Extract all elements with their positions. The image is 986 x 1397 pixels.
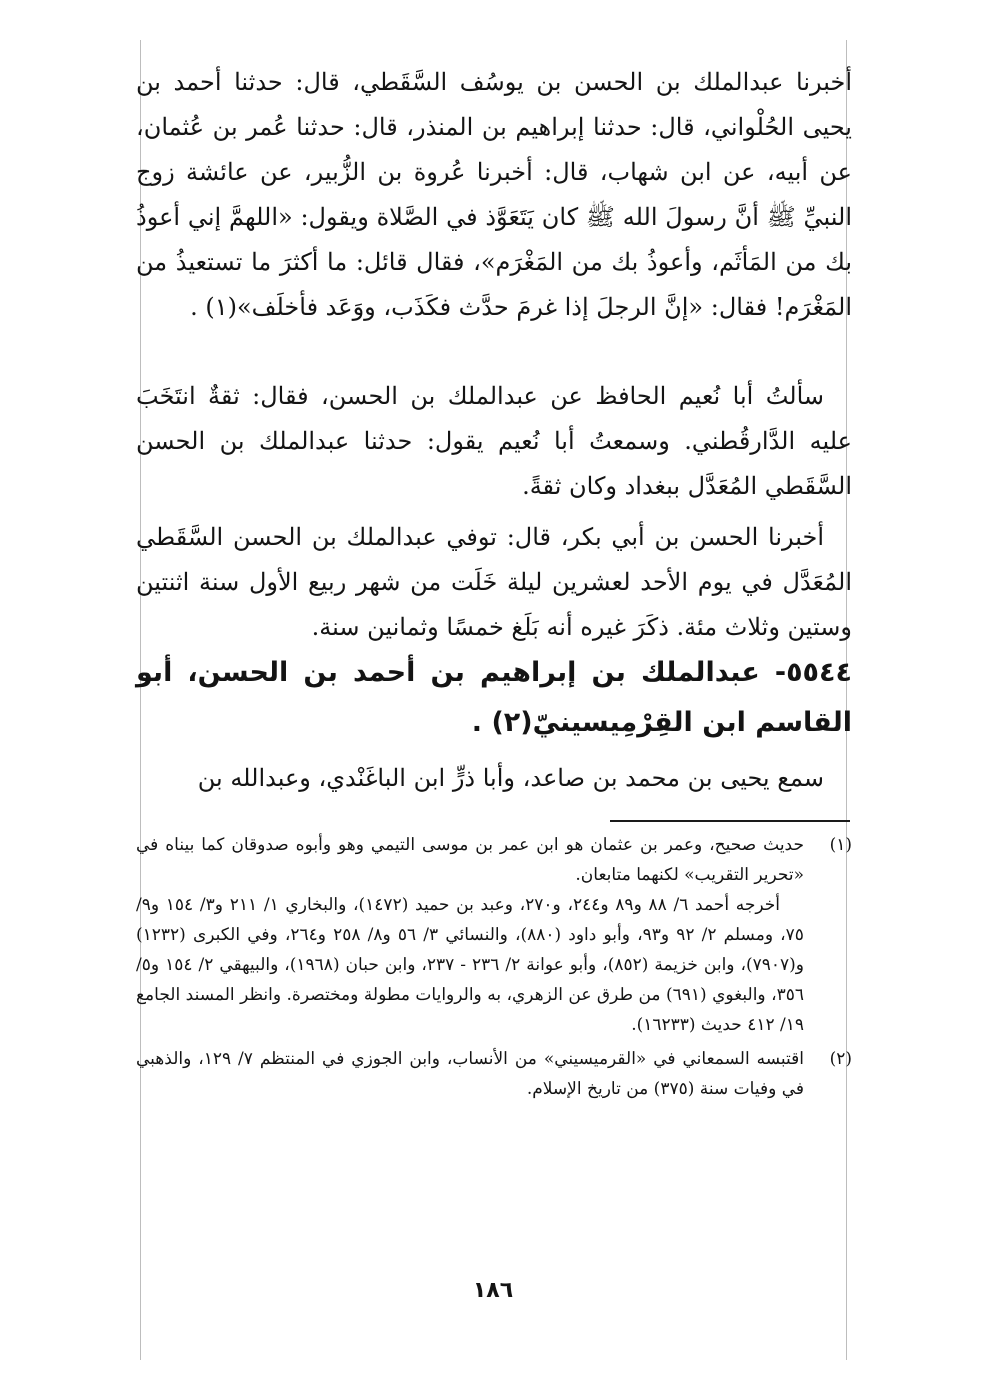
footnote-marker: (٢) <box>829 1049 852 1069</box>
footnote-1 <box>136 830 852 1040</box>
entry-heading: ٥٥٤٤- عبدالملك بن إبراهيم بن أحمد بن الحسن، أبو القاسم ابن القِرْمِيسينيّ(٢) . <box>136 657 852 738</box>
footnote-body <box>136 830 804 1040</box>
footnote-body <box>136 1044 804 1104</box>
footnote-marker: (١) <box>829 835 852 855</box>
page-number: ١٨٦ <box>472 1278 514 1303</box>
footnote-separator <box>610 820 850 822</box>
footnote-paragraph: حديث صحيح، وعمر بن عثمان هو ابن عمر بن موسى التيمي وهو وأبوه صدوقان كما بيناه في «تحرير التقريب» لكنهما متابعان. <box>136 835 804 885</box>
narration-paragraph-3: أخبرنا الحسن بن أبي بكر، قال: توفي عبدالملك بن الحسن السَّقَطي المُعَدَّل في يوم الأحد لعشرين ليلة خَلَت من شهر ربيع الأول سنة اثنتين وستين وثلاث مئة. ذكَرَ غيره أنه بَلَغ خمسًا وثمانين سنة. <box>136 523 852 641</box>
narration-paragraph-1: أخبرنا عبدالملك بن الحسن بن يوسُف السَّقَطي، قال: حدثنا أحمد بن يحيى الحُلْواني، قال: حدثنا إبراهيم بن المنذر، قال: حدثنا عُمر بن عُثمان، عن أبيه، عن ابن شهاب، قال: أخبرنا عُروة بن الزُّبير، عن عائشة زوج النبيِّ ﷺ أنَّ رسولَ الله ﷺ كان يَتَعَوَّذ في الصَّلاة ويقول: «اللهمَّ إني أعوذُ بك من المَأثَم، وأعوذُ بك من المَغْرَم»، فقال قائل: ما أكثرَ ما تستعيذُ من المَغْرَم! فقال: «إنَّ الرجلَ إذا غرمَ حدَّث فكَذَب، ووَعَد فأخلَف»(١) . <box>136 68 852 321</box>
entry-text: سمع يحيى بن محمد بن صاعد، وأبا ذرٍّ ابن الباغَنْدي، وعبدالله بن <box>197 764 824 792</box>
footnote-2 <box>136 1044 852 1104</box>
footnote-paragraph: أخرجه أحمد ٦/ ٨٨ و٨٩ و٢٤٤، و٢٧٠، وعبد بن حميد (١٤٧٢)، والبخاري ١/ ٢١١ و٣/ ١٥٤ و٩/ ٧٥، ومسلم ٢/ ٩٢ و٩٣، وأبو داود (٨٨٠)، والنسائي ٣/ ٥٦ و٨/ ٢٥٨ و٢٦٤، وفي الكبرى (١٢٣٢) و(٧٩٠٧)، وابن خزيمة (٨٥٢)، وأبو عوانة ٢/ ٢٣٦ - ٢٣٧، وابن حبان (١٩٦٨)، والبيهقي ٢/ ١٥٤ و٥/ ٣٥٦، والبغوي (٦٩١) من طرق عن الزهري، به والروايات مطولة ومختصرة. وانظر المسند الجامع ١٩/ ٤١٢ حديث (١٦٢٣٣). <box>136 895 804 1035</box>
footnote-paragraph: اقتبسه السمعاني في «القرميسيني» من الأنساب، وابن الجوزي في المنتظم ٧/ ١٢٩، والذهبي في وفيات سنة (٣٧٥) من تاريخ الإسلام. <box>136 1049 804 1099</box>
footnotes <box>136 830 852 1106</box>
narration-paragraph-2: سألتُ أبا نُعيم الحافظ عن عبدالملك بن الحسن، فقال: ثقةٌ انتَخَبَ عليه الدَّارقُطني. وسمعتُ أبا نُعيم يقول: حدثنا عبدالملك بن الحسن السَّقَطي المُعَدَّل ببغداد وكان ثقةً. <box>136 382 852 500</box>
